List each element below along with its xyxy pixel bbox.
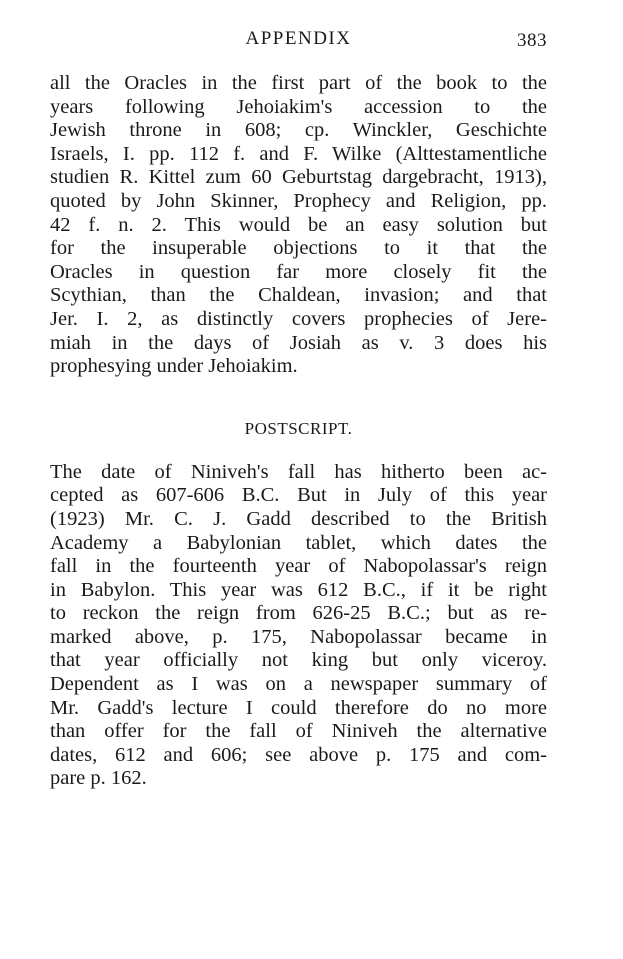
text-line: Jewish throne in 608; cp. Winckler, Geschichte [50, 119, 547, 142]
text-line: studien R. Kittel zum 60 Geburtstag dargebracht, 1913), [50, 166, 547, 189]
text-line: Oracles in question far more closely fit the [50, 260, 547, 283]
text-line: quoted by John Skinner, Prophecy and Religion, pp. [50, 189, 547, 212]
text-line: The date of Niniveh's fall has hitherto been ac- [50, 460, 547, 483]
text-line: fall in the fourteenth year of Nabopolassar's reign [50, 555, 547, 578]
page-number: 383 [517, 30, 547, 51]
text-line: Scythian, than the Chaldean, invasion; and that [50, 284, 547, 307]
text-line: years following Jehoiakim's accession to the [50, 95, 547, 118]
running-title: APPENDIX [245, 28, 352, 49]
text-line: Mr. Gadd's lecture I could therefore do no more [50, 696, 547, 719]
text-line: Academy a Babylonian tablet, which dates the [50, 531, 547, 554]
text-line: miah in the days of Josiah as v. 3 does his [50, 331, 547, 354]
text-line: cepted as 607-606 B.C. But in July of this year [50, 484, 547, 507]
text-line: all the Oracles in the first part of the book to the [50, 72, 547, 94]
text-line: Israels, I. pp. 112 f. and F. Wilke (Alttestamentliche [50, 142, 547, 165]
paragraph-postscript [50, 461, 547, 791]
text-line: than offer for the fall of Niniveh the alternative [50, 720, 547, 743]
text-line: Dependent as I was on a newspaper summary of [50, 673, 547, 696]
text-line: that year officially not king but only viceroy. [50, 649, 547, 672]
section-heading: POSTSCRIPT. [244, 418, 353, 438]
paragraph-continuation [50, 72, 547, 379]
text-line: in Babylon. This year was 612 B.C., if it be right [50, 578, 547, 601]
text-line: prophesying under Jehoiakim. [50, 355, 298, 378]
running-head [50, 28, 547, 58]
text-line: to reckon the reign from 626-25 B.C.; but as re- [50, 602, 547, 625]
text-line: for the insuperable objections to it that the [50, 237, 547, 260]
page [50, 28, 547, 791]
text-line: pare p. 162. [50, 767, 147, 790]
text-line: dates, 612 and 606; see above p. 175 and com- [50, 743, 547, 766]
text-line: (1923) Mr. C. J. Gadd described to the British [50, 507, 547, 530]
text-line: Jer. I. 2, as distinctly covers prophecies of Jere- [50, 307, 547, 330]
text-line: 42 f. n. 2. This would be an easy solution but [50, 213, 547, 236]
text-line: marked above, p. 175, Nabopolassar became in [50, 625, 547, 648]
